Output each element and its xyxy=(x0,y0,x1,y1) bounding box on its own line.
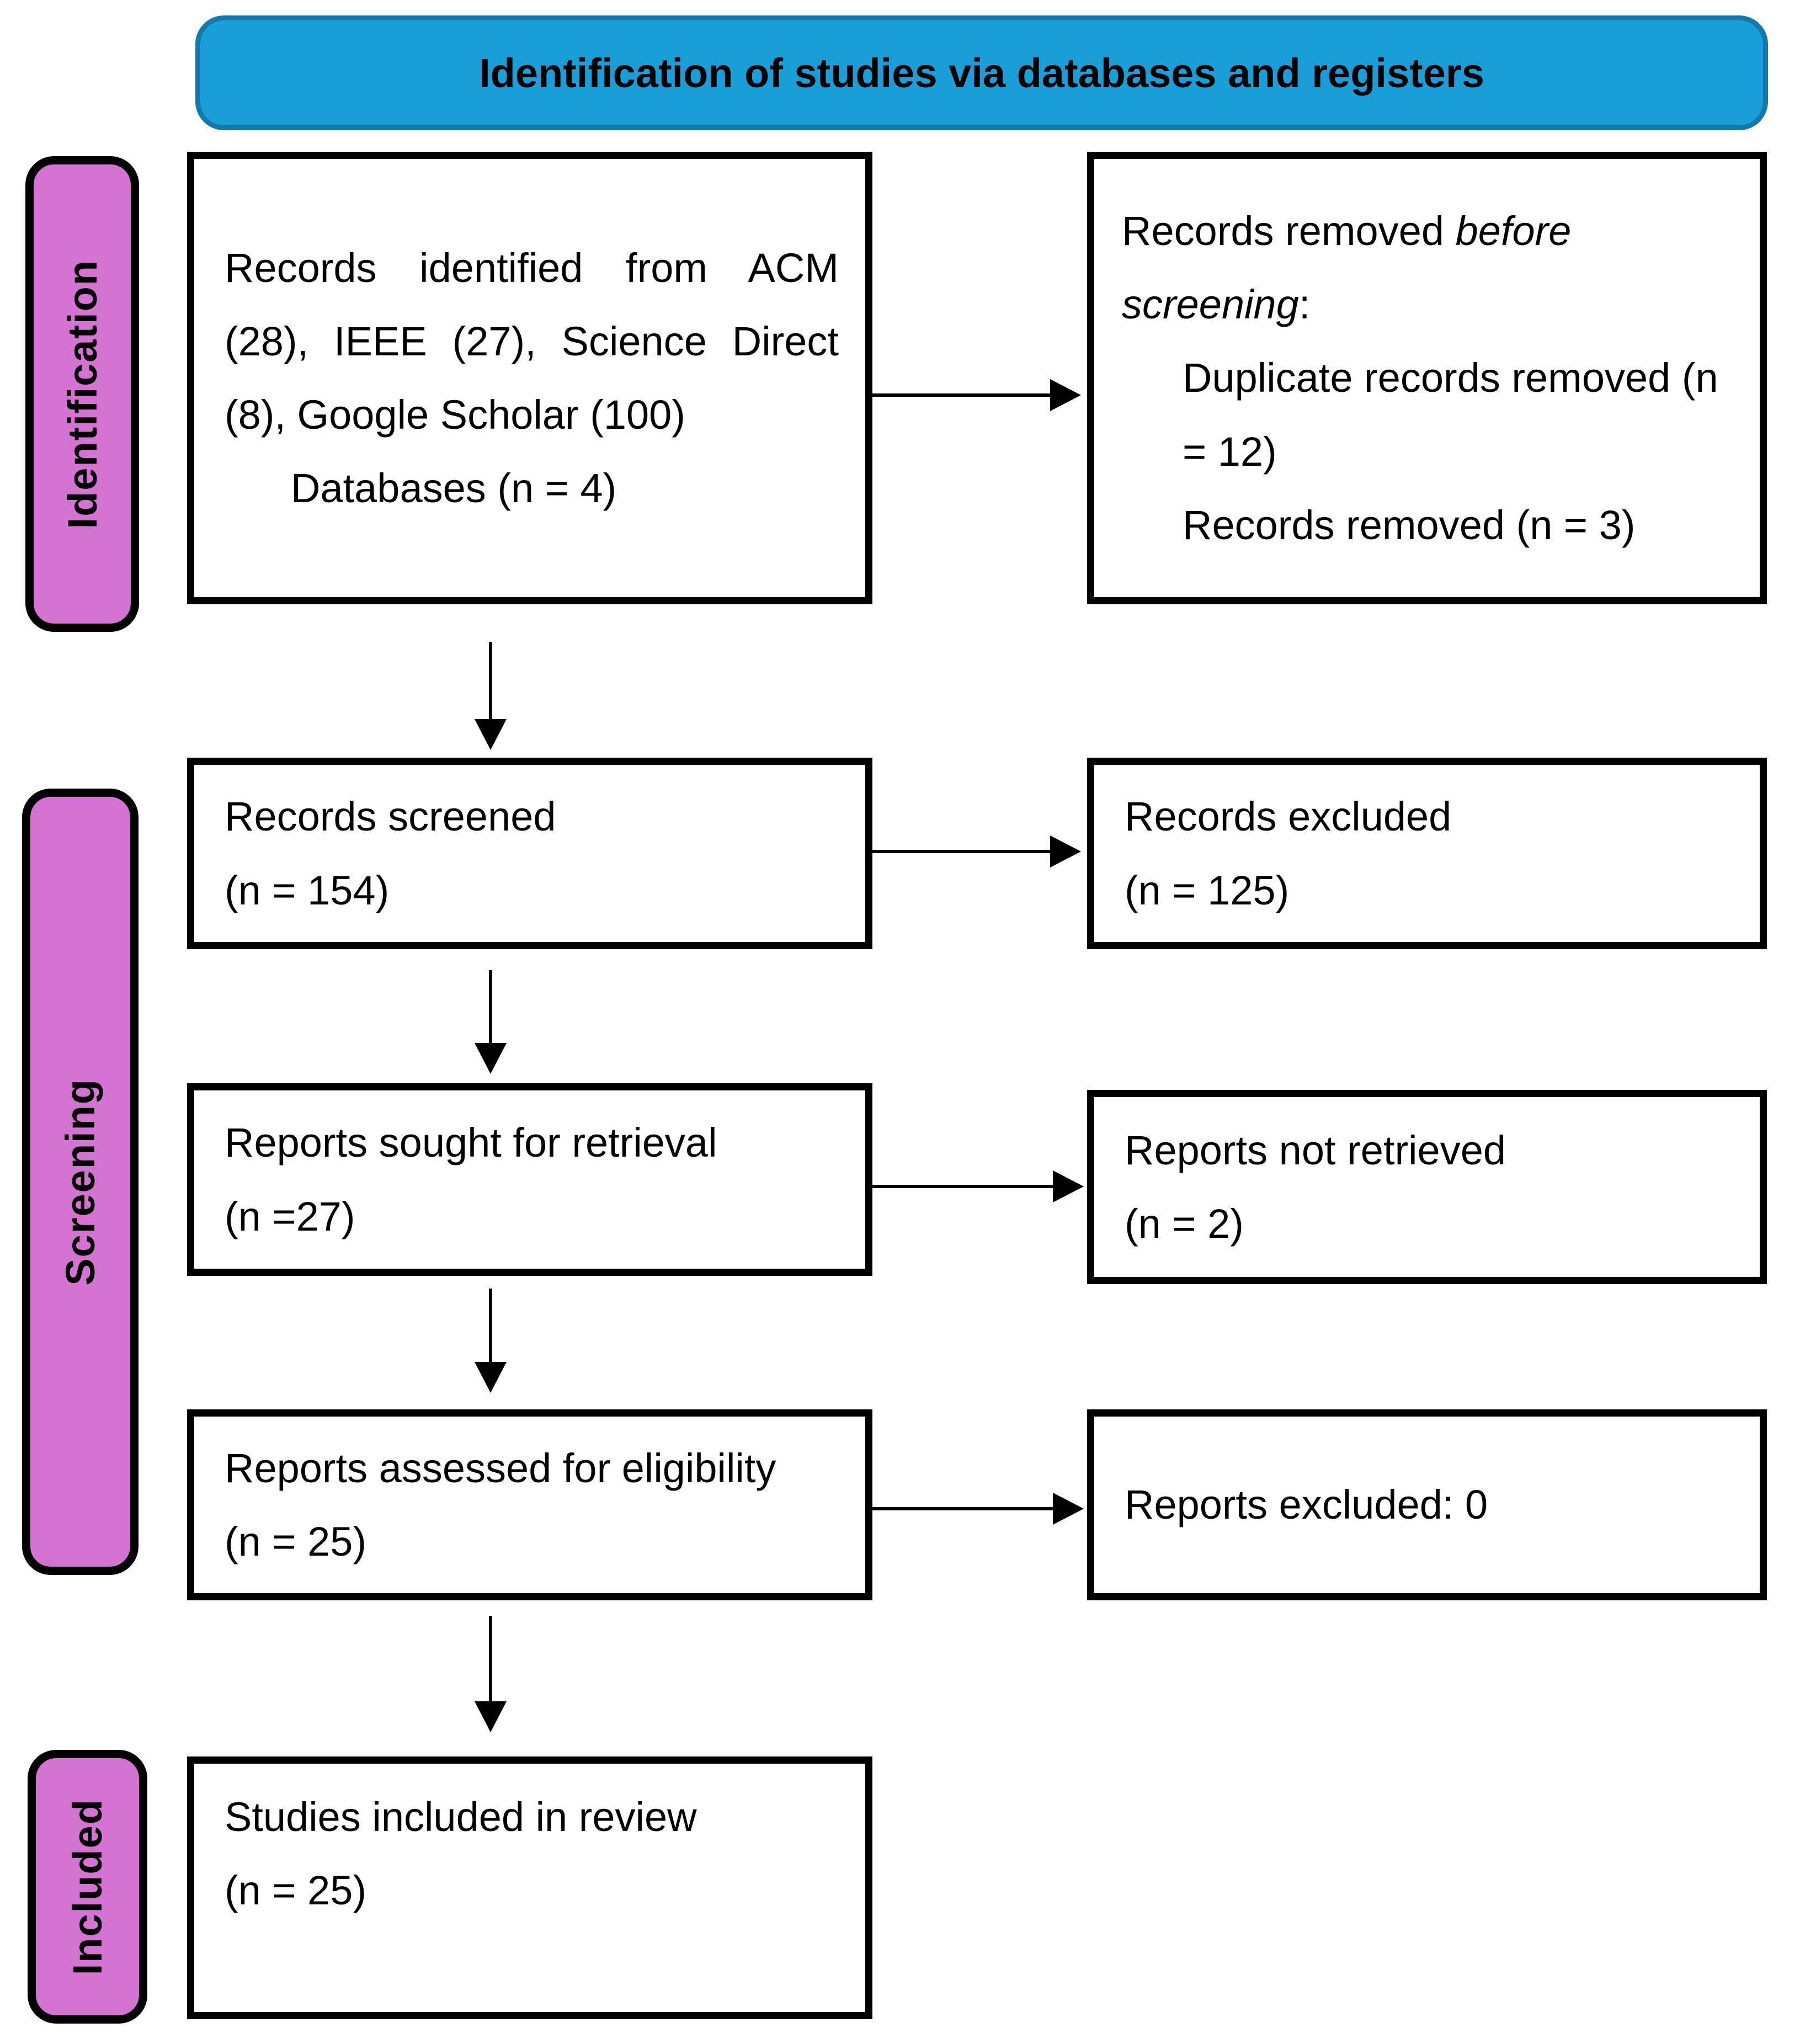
arrow-identified-to-removed xyxy=(872,393,1050,397)
reports-assessed-line1: Reports assessed for eligibility xyxy=(225,1445,776,1491)
sidebar-identification xyxy=(25,156,139,632)
records-screened-line2: (n = 154) xyxy=(225,867,390,913)
header-banner xyxy=(195,15,1768,130)
box-studies-included xyxy=(187,1756,872,2019)
reports-excluded-line1: Reports excluded: 0 xyxy=(1125,1482,1488,1528)
sidebar-included-label: Included xyxy=(65,1798,110,1976)
records-excluded-line2: (n = 125) xyxy=(1125,867,1290,913)
box-reports-excluded xyxy=(1087,1409,1767,1600)
records-removed-item: Records removed (n = 3) xyxy=(1183,502,1636,548)
arrow-identified-to-screened xyxy=(489,642,492,719)
reports-sought-line1: Reports sought for retrieval xyxy=(225,1120,717,1166)
records-identified-body: Records identified from ACM (28), IEEE (27), Science Direct (8), Google Scholar (100) xyxy=(225,244,839,438)
box-reports-assessed xyxy=(187,1409,872,1600)
duplicate-records-item: Duplicate records removed (n = 12) xyxy=(1183,355,1718,475)
records-screened-line1: Records screened xyxy=(225,794,556,840)
arrow-screened-to-sought xyxy=(489,970,492,1043)
box-records-identified xyxy=(187,152,872,604)
records-excluded-line1: Records excluded xyxy=(1125,794,1452,840)
arrow-assessed-to-included xyxy=(489,1616,492,1701)
reports-sought-line2: (n =27) xyxy=(225,1193,355,1239)
arrow-sought-to-not-retrieved xyxy=(872,1185,1053,1188)
records-removed-heading-suffix: : xyxy=(1298,281,1311,328)
box-records-screened xyxy=(187,758,872,949)
sidebar-screening xyxy=(22,789,139,1575)
studies-included-line2: (n = 25) xyxy=(225,1867,367,1914)
records-removed-heading-italic: before screening xyxy=(1122,208,1572,328)
records-removed-heading xyxy=(1122,194,1729,341)
sidebar-identification-label: Identification xyxy=(59,259,105,529)
sidebar-included xyxy=(28,1750,147,2024)
arrow-assessed-to-reports-excluded xyxy=(872,1507,1053,1510)
box-reports-not-retrieved xyxy=(1087,1090,1767,1284)
reports-not-retrieved-line2: (n = 2) xyxy=(1125,1201,1244,1247)
box-records-excluded xyxy=(1087,758,1767,949)
sidebar-screening-label: Screening xyxy=(57,1078,103,1286)
studies-included-line1: Studies included in review xyxy=(225,1794,697,1840)
records-identified-databases-line: Databases (n = 4) xyxy=(291,465,617,512)
arrow-sought-to-assessed xyxy=(489,1289,492,1362)
header-title: Identification of studies via databases and registers xyxy=(479,50,1484,96)
records-removed-heading-prefix: Records removed xyxy=(1122,208,1456,254)
reports-not-retrieved-line1: Reports not retrieved xyxy=(1125,1127,1506,1173)
arrow-screened-to-excluded xyxy=(872,850,1050,853)
box-reports-sought xyxy=(187,1083,872,1276)
reports-assessed-line2: (n = 25) xyxy=(225,1519,367,1564)
box-records-removed xyxy=(1087,152,1767,604)
